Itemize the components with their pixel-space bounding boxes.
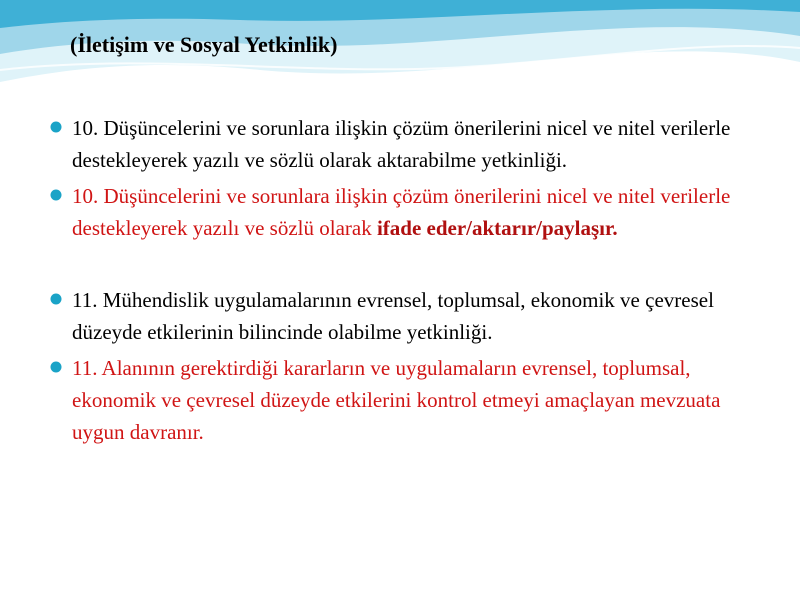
bullet-emphasis-text: ifade eder/aktarır/paylaşır xyxy=(376,216,613,240)
bullet-item-10-revised xyxy=(50,180,770,244)
bullet-list xyxy=(50,112,770,452)
bullet-dot-icon xyxy=(50,293,62,305)
bullet-item-11-original xyxy=(50,284,770,348)
bullet-item-10-original xyxy=(50,112,770,176)
bullet-text: 10. Düşüncelerini ve sorunlara ilişkin çözüm önerilerini nicel ve nitel verilerle destekleyerek yazılı ve sözlü olarak xyxy=(72,184,731,240)
slide-title: (İletişim ve Sosyal Yetkinlik) xyxy=(70,32,338,57)
bullet-text: 11. Alanının gerektirdiği kararların ve uygulamaların evrensel, toplumsal, ekonomik ve çevresel düzeyde etkilerini kontrol etmeyi amaçlayan mevzuata uygun davranır. xyxy=(72,356,721,444)
bullet-text: 11. Mühendislik uygulamalarının evrensel, toplumsal, ekonomik ve çevresel düzeyde etkilerinin bilincinde olabilme yetkinliği. xyxy=(72,288,714,344)
bullet-suffix-text: . xyxy=(612,216,618,240)
bullet-text: 10. Düşüncelerini ve sorunlara ilişkin çözüm önerilerini nicel ve nitel verilerle destekleyerek yazılı ve sözlü olarak aktarabilme yetkinliği. xyxy=(72,116,731,172)
bullet-item-11-revised xyxy=(50,352,770,448)
bullet-dot-icon xyxy=(50,361,62,373)
bullet-dot-icon xyxy=(50,189,62,201)
bullet-dot-icon xyxy=(50,121,62,133)
